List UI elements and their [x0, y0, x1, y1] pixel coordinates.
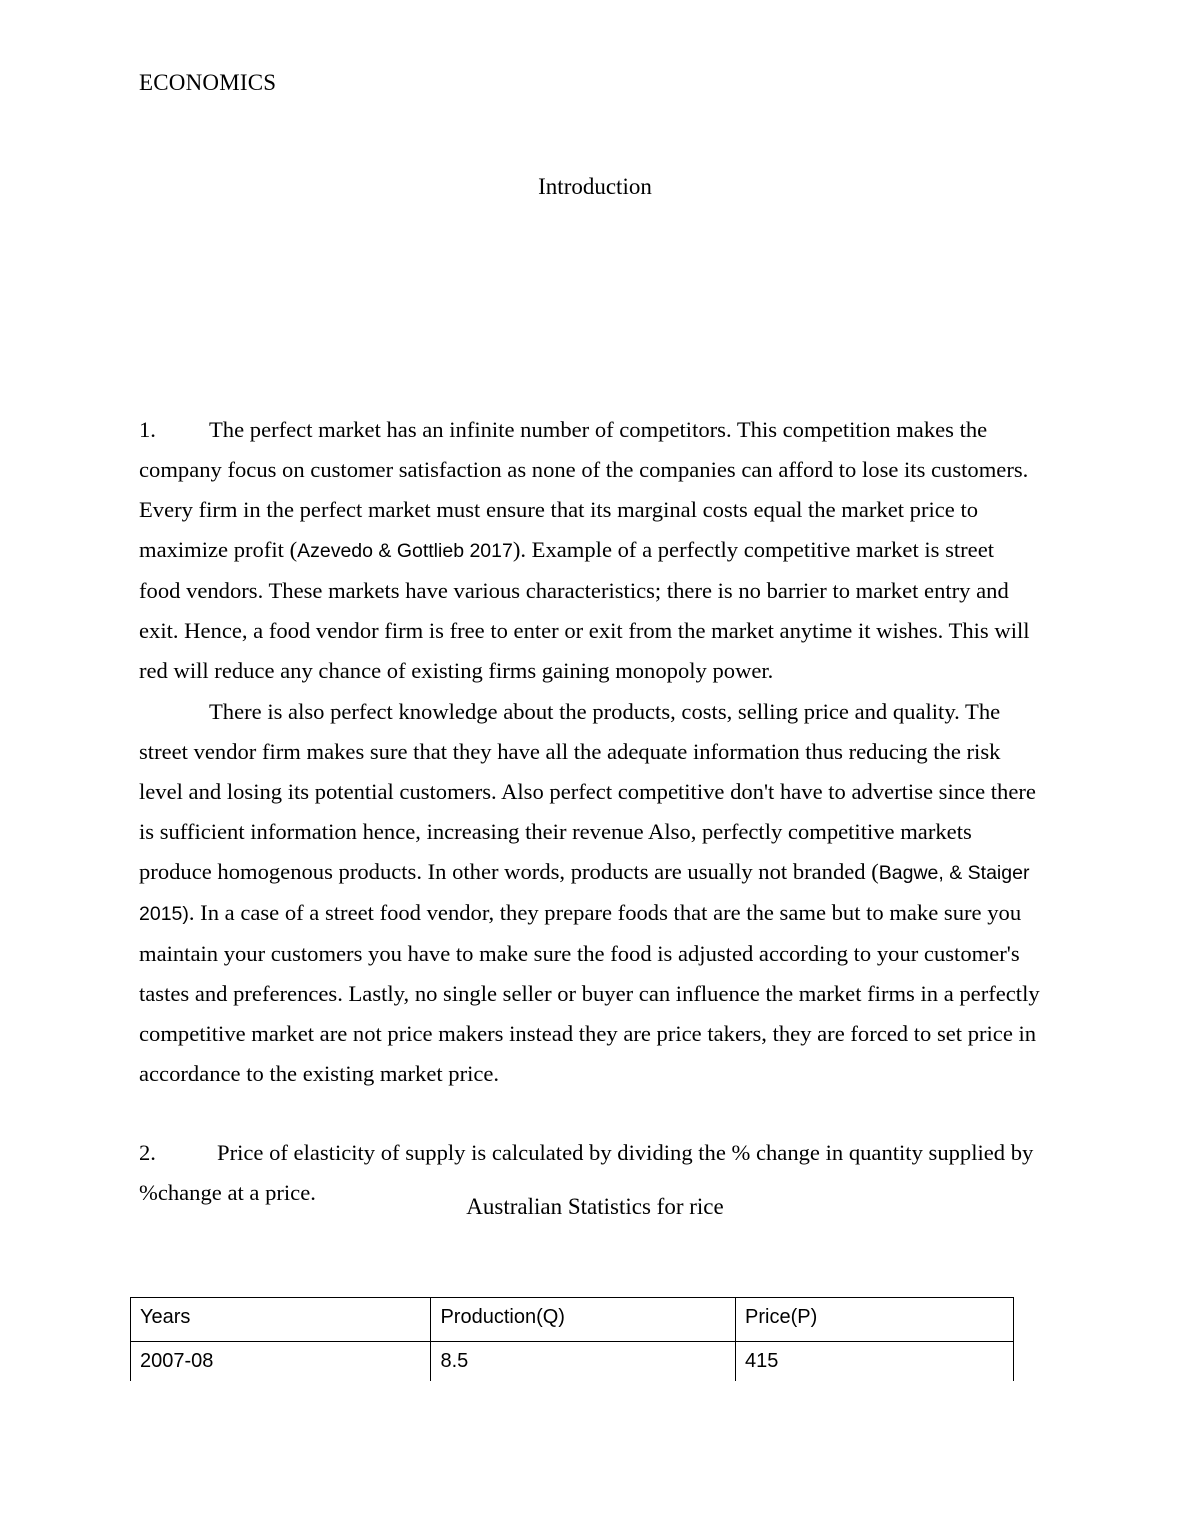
list-number-1: 1. [139, 416, 156, 442]
table-cell-production: 8.5 [431, 1342, 736, 1382]
citation-azevedo-gottlieb: Azevedo & Gottlieb 2017 [297, 539, 513, 562]
introduction-heading: Introduction [538, 174, 652, 199]
table-header-years: Years [131, 1298, 431, 1342]
paragraph-3-text: Price of elasticity of supply is calculated by dividing the % change in quantity supplied by %change at a price. [139, 1139, 1034, 1205]
paragraph-item-1 [139, 410, 1041, 691]
citation-bagwe-staiger: Bagwe, & Staiger 2015) [139, 861, 1030, 925]
table-cell-price: 415 [736, 1342, 1014, 1382]
paragraph-1-text-part-1: The perfect market has an infinite number of competitors. This competition makes the company focus on customer satisfaction as none of the companies can afford to lose its customers. Every firm in the perfect market must ensure that its marginal costs equal the market price to maximize profit ( [139, 416, 1029, 562]
paragraph-1-text-part-2: ). Example of a perfectly competitive market is street food vendors. These markets have various characteristics; there is no barrier to market entry and exit. Hence, a food vendor firm is free to enter or exit from the market anytime it wishes. This will red will reduce any chance of existing firms gaining monopoly power. [139, 536, 1030, 683]
paragraph-2-text-part-1: There is also perfect knowledge about the products, costs, selling price and quality. The street vendor firm makes sure that they have all the adequate information thus reducing the risk level and losing its potential customers. Also perfect competitive don't have to advertise since there is sufficient information hence, increasing their revenue Also, perfectly competitive markets produce homogenous products. In other words, products are usually not branded ( [139, 698, 1036, 884]
table-row [131, 1342, 1014, 1382]
paragraph-2-text-part-2: . In a case of a street food vendor, they prepare foods that are the same but to make sure you maintain your customers you have to make sure the food is adjusted according to your customer's tastes and preferences. Lastly, no single seller or buyer can influence the market firms in a perfectly competitive market are not price makers instead they are price takers, they are forced to set price in accordance to the existing market price. [139, 899, 1040, 1086]
table-caption-heading: Australian Statistics for rice [466, 1194, 724, 1219]
paragraph-item-2 [139, 692, 1041, 1094]
paragraph-2-indent [139, 692, 209, 732]
table-header-production: Production(Q) [431, 1298, 736, 1342]
list-number-2: 2. [139, 1139, 156, 1165]
document-header-label: ECONOMICS [139, 70, 277, 95]
table-header-price: Price(P) [736, 1298, 1014, 1342]
table-header-row [131, 1298, 1014, 1342]
rice-statistics-table [130, 1297, 1014, 1381]
table-cell-year: 2007-08 [131, 1342, 431, 1382]
